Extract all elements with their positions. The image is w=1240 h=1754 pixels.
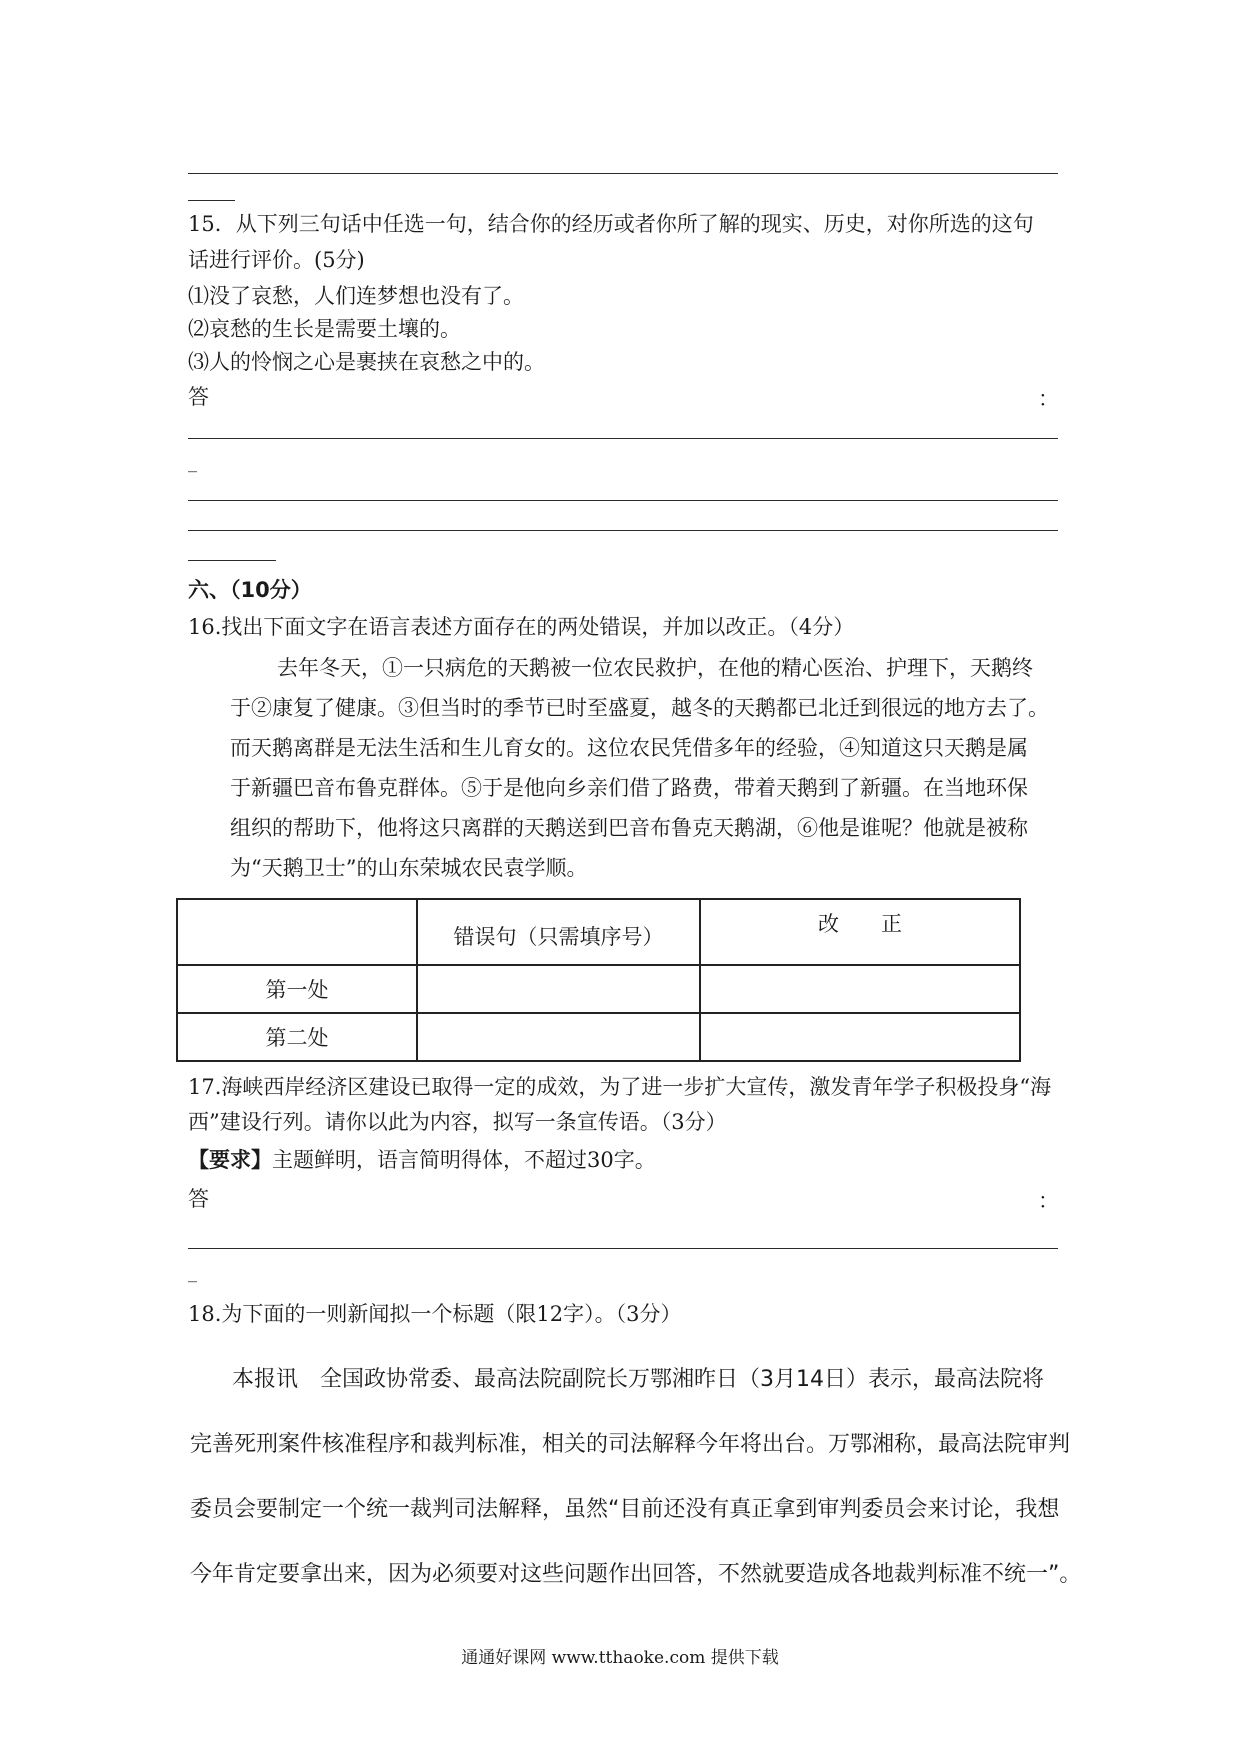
q15-option-3: ⑶人的怜悯之心是裹挟在哀愁之中的。: [188, 350, 545, 374]
q15-answer-colon: ：: [1038, 387, 1059, 411]
q16-passage-line: 而天鹅离群是无法生活和生儿育女的。这位农民凭借多年的经验，④知道这只天鹅是属: [230, 736, 1028, 760]
q15-answer-line-2[interactable]: [188, 500, 1058, 501]
q17-answer-line[interactable]: [188, 1248, 1058, 1249]
table-row-label-2: 第二处: [177, 1013, 417, 1061]
requirement-text: 主题鲜明，语言简明得体，不超过30字。: [272, 1148, 656, 1172]
table-cell-error-2[interactable]: [417, 1013, 700, 1061]
table-header-correction: 改 正: [700, 899, 1020, 965]
answer-line-short: [188, 200, 235, 201]
q15-option-1: ⑴没了哀愁，人们连梦想也没有了。: [188, 284, 524, 308]
q15-prompt-line2: 话进行评价。(5分): [188, 248, 365, 272]
table-corner-cell: [177, 899, 417, 965]
q15-answer-label: 答: [188, 385, 209, 409]
table-header-error: 错误句（只需填序号）: [417, 899, 700, 965]
news-line: 本报讯 全国政协常委、最高法院副院长万鄂湘昨日（3月14日）表示，最高法院将: [232, 1367, 1044, 1392]
table-cell-correction-1[interactable]: [700, 965, 1020, 1013]
q15-answer-line-3[interactable]: [188, 530, 1058, 531]
answer-line: [188, 173, 1058, 174]
q17-answer-label: 答: [188, 1187, 209, 1211]
q16-prompt: 16.找出下面文字在语言表述方面存在的两处错误，并加以改正。（4分）: [188, 615, 855, 639]
q18-prompt: 18.为下面的一则新闻拟一个标题（限12字）。（3分）: [188, 1302, 682, 1326]
q16-passage-line: 于新疆巴音布鲁克群体。⑤于是他向乡亲们借了路费，带着天鹅到了新疆。在当地环保: [230, 776, 1028, 800]
table-row-label-1: 第一处: [177, 965, 417, 1013]
section-heading: 六、（10分）: [188, 578, 312, 602]
news-line: 今年肯定要拿出来，因为必须要对这些问题作出回答，不然就要造成各地裁判标准不统一”。: [190, 1562, 1082, 1587]
requirement-tag: 【要求】: [188, 1148, 272, 1172]
q17-prompt-line1: 17.海峡西岸经济区建设已取得一定的成效，为了进一步扩大宣传，激发青年学子积极投身“海: [188, 1075, 1052, 1099]
news-line: 委员会要制定一个统一裁判司法解释，虽然“目前还没有真正拿到审判委员会来讨论，我想: [190, 1497, 1060, 1522]
q16-passage: [230, 648, 1049, 888]
q16-passage-line: 于②康复了健康。③但当时的季节已时至盛夏，越冬的天鹅都已北迁到很远的地方去了。: [230, 696, 1049, 720]
q15-answer-line-1[interactable]: [188, 438, 1058, 439]
q15-option-2: ⑵哀愁的生长是需要土壤的。: [188, 317, 461, 341]
q17-prompt-line2: 西”建设行列。请你以此为内容，拟写一条宣传语。（3分）: [188, 1110, 727, 1134]
table-cell-error-1[interactable]: [417, 965, 700, 1013]
q16-passage-line: 去年冬天，①一只病危的天鹅被一位农民救护，在他的精心医治、护理下，天鹅终: [277, 656, 1033, 680]
q15-prompt-line1: 15．从下列三句话中任选一句，结合你的经历或者你所了解的现实、历史，对你所选的这句: [188, 212, 1034, 236]
q15-answer-line-short: [188, 560, 276, 561]
table-cell-correction-2[interactable]: [700, 1013, 1020, 1061]
q16-passage-line: 组织的帮助下，他将这只离群的天鹅送到巴音布鲁克天鹅湖，⑥他是谁呢？他就是被称: [230, 816, 1028, 840]
footer-download-note: 通通好课网 www.tthaoke.com 提供下载: [461, 1648, 779, 1668]
q15-stray-mark: _: [188, 452, 197, 473]
news-line: 完善死刑案件核准程序和裁判标准，相关的司法解释今年将出台。万鄂湘称，最高法院审判: [190, 1432, 1071, 1457]
q17-requirement: [188, 1150, 656, 1171]
q17-stray-mark: _: [188, 1262, 197, 1283]
q16-passage-line: 为“天鹅卫士”的山东荣城农民袁学顺。: [230, 856, 588, 880]
q17-answer-colon: ：: [1038, 1189, 1059, 1213]
correction-table: [176, 898, 1021, 1062]
